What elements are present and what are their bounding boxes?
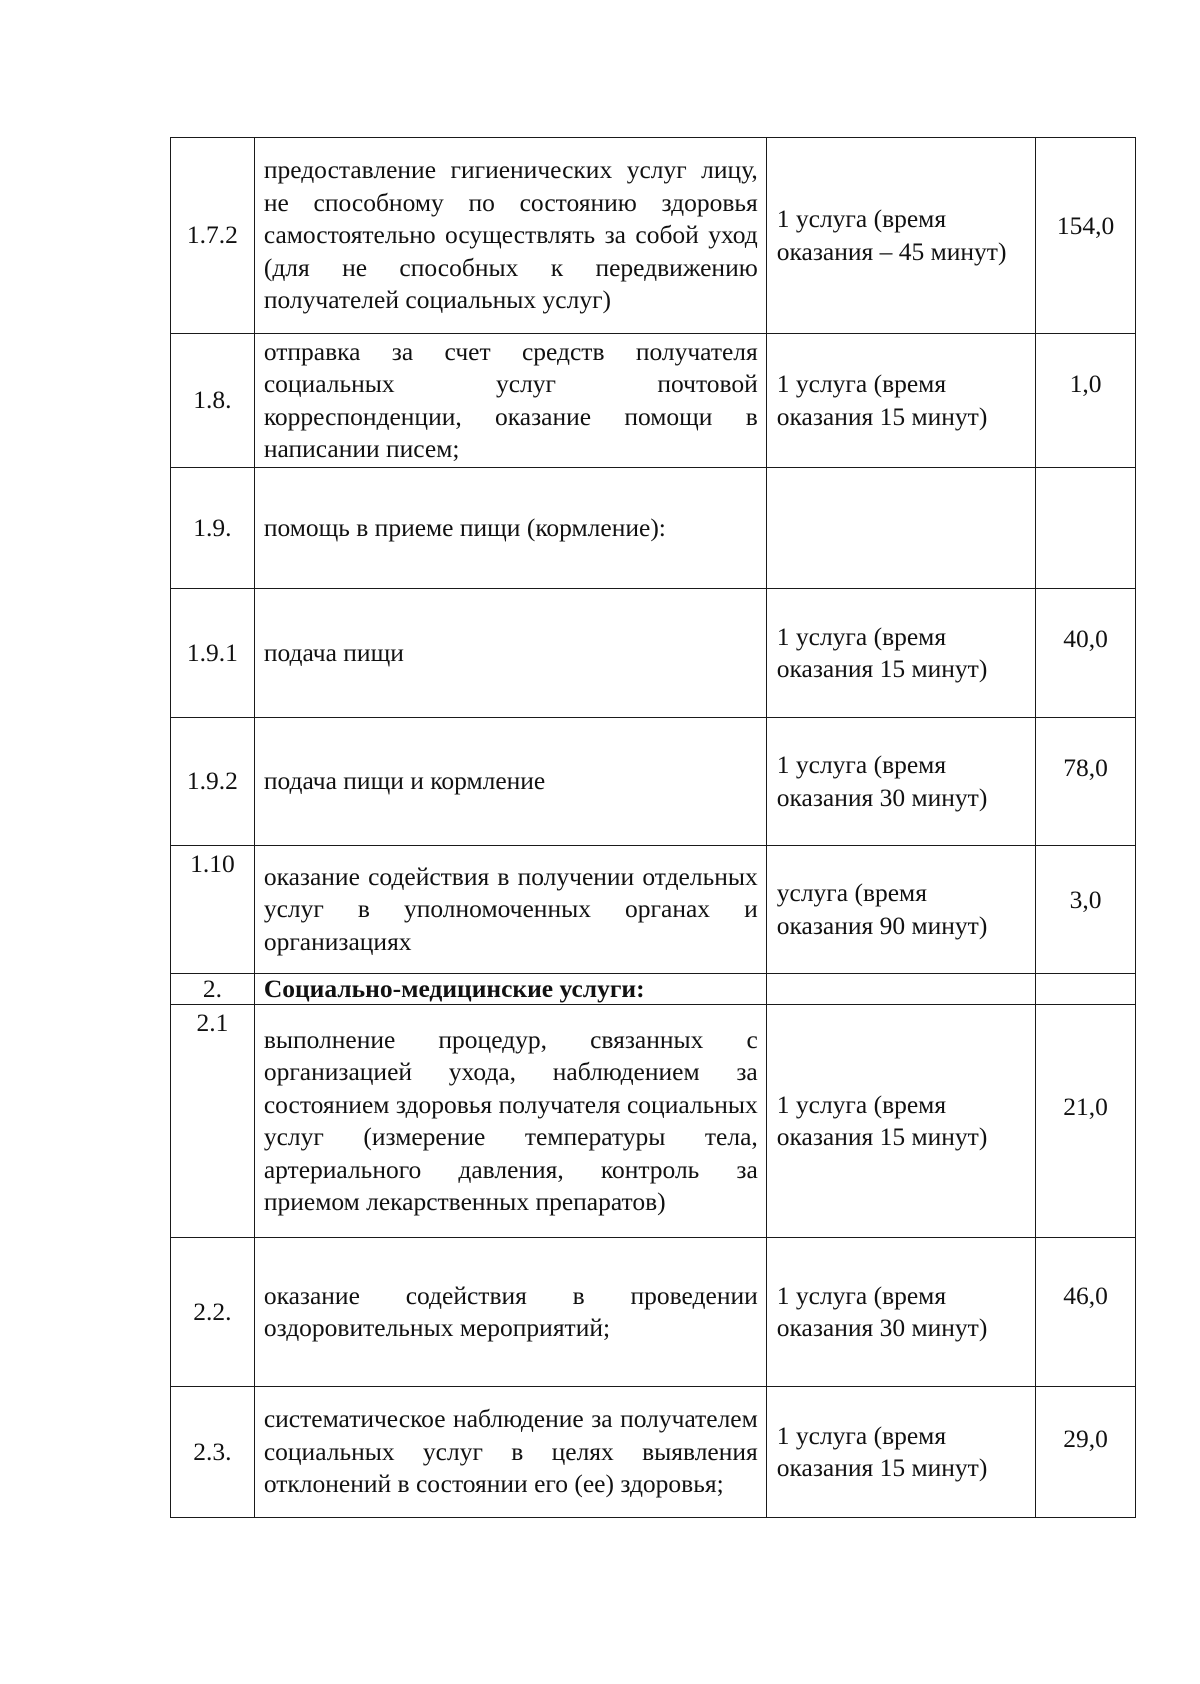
table-row [170,1387,1136,1518]
table-row [170,1238,1136,1387]
service-unit: 1 услуга (время оказания 30 минут) [767,718,1036,845]
service-value: 21,0 [1063,1092,1108,1121]
service-value: 46,0 [1063,1281,1108,1310]
table-row [170,589,1136,718]
service-description: отправка за счет средств получателя социальных услуг почтовой корреспонденции, оказание помощи в написании писем; [255,334,767,467]
row-number: 1.8. [171,334,255,467]
service-unit: 1 услуга (время оказания – 45 минут) [767,138,1036,333]
row-number: 1.9. [171,468,255,588]
service-description: предоставление гигиенических услуг лицу, не способному по состоянию здоровья самостоятельно осуществлять за собой уход (для не способных к передвижению получателей социальных услуг) [255,138,767,333]
table-row [170,718,1136,846]
row-number: 2.2. [171,1238,255,1386]
table-row [170,1005,1136,1238]
service-description: подача пищи и кормление [255,718,767,845]
service-unit: услуга (время оказания 90 минут) [767,846,1036,973]
row-number: 1.7.2 [171,138,255,333]
service-unit: 1 услуга (время оказания 15 минут) [767,589,1036,717]
service-description: помощь в приеме пищи (кормление): [255,468,767,588]
service-unit [767,974,1036,1004]
service-value: 29,0 [1063,1424,1108,1453]
row-number: 2.3. [171,1387,255,1517]
row-number: 1.9.2 [171,718,255,845]
service-value: 78,0 [1063,753,1108,782]
service-description: выполнение процедур, связанных с организацией ухода, наблюдением за состоянием здоровья получателя социальных услуг (измерение температуры тела, артериального давления, контроль за приемом лекарственных препаратов) [255,1005,767,1237]
row-number: 2.1 [171,1005,255,1237]
service-value [1036,974,1135,1004]
service-description: подача пищи [255,589,767,717]
service-value: 40,0 [1063,624,1108,653]
service-value [1036,468,1135,588]
service-value: 154,0 [1056,211,1115,240]
row-number: 1.9.1 [171,589,255,717]
table-row [170,334,1136,468]
service-value: 3,0 [1069,885,1102,914]
table-row [170,468,1136,589]
service-unit: 1 услуга (время оказания 30 минут) [767,1238,1036,1386]
table-row [170,974,1136,1005]
service-unit: 1 услуга (время оказания 15 минут) [767,1005,1036,1237]
service-value: 1,0 [1069,369,1102,398]
service-description: оказание содействия в проведении оздоровительных мероприятий; [255,1238,767,1386]
row-number: 2. [171,974,255,1004]
table-row [170,846,1136,974]
service-description: оказание содействия в получении отдельных услуг в уполномоченных органах и организациях [255,846,767,973]
service-description: систематическое наблюдение за получателем социальных услуг в целях выявления отклонений в состоянии его (ее) здоровья; [255,1387,767,1517]
table-row [170,137,1136,334]
service-unit: 1 услуга (время оказания 15 минут) [767,334,1036,467]
section-heading: Социально-медицинские услуги: [255,974,767,1004]
service-unit [767,468,1036,588]
row-number: 1.10 [171,846,255,973]
service-unit: 1 услуга (время оказания 15 минут) [767,1387,1036,1517]
